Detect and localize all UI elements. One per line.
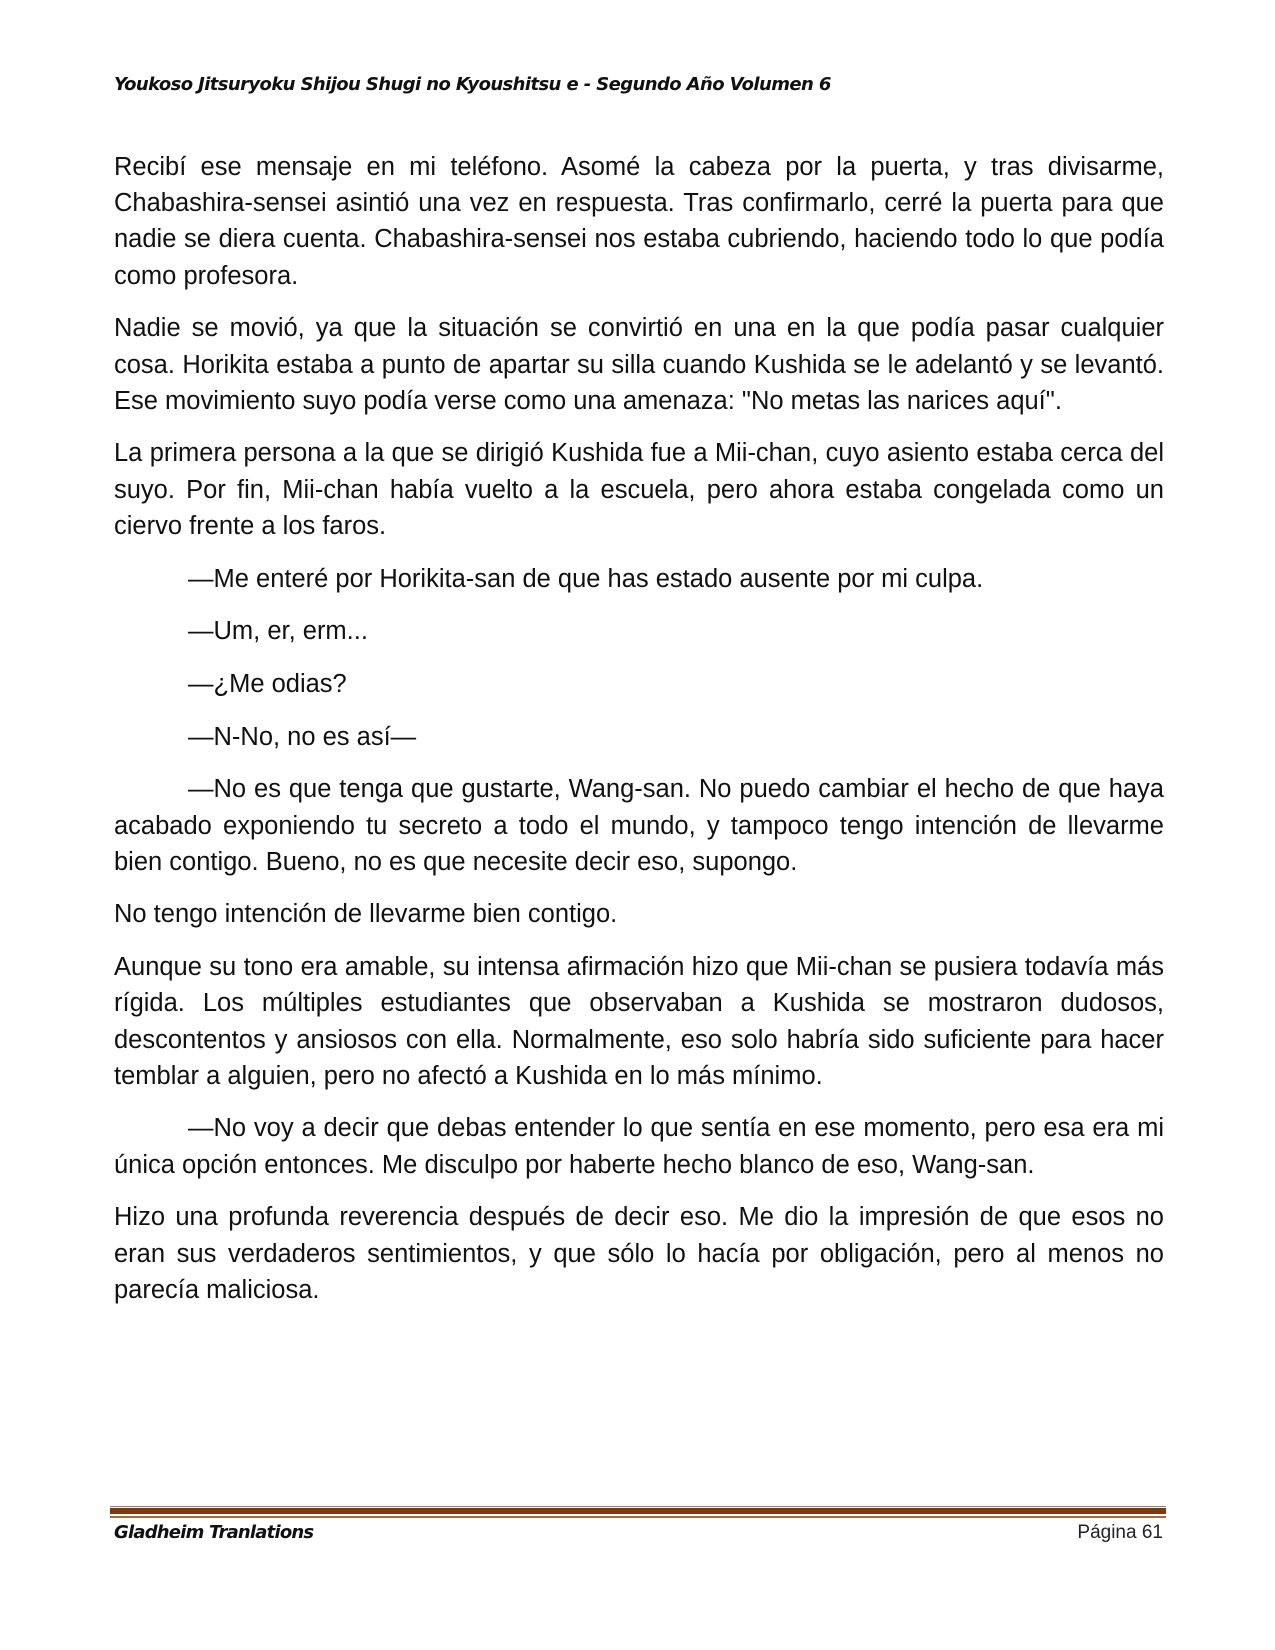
page-number bbox=[1077, 1522, 1163, 1544]
dialogue-line: —¿Me odias? bbox=[188, 669, 347, 698]
paragraph: La primera persona a la que se dirigió Kushida fue a Mii-chan, cuyo asiento estaba cerca del suyo. Por fin, Mii-chan había vuelto a la escuela, pero ahora estaba congelada como un ciervo frente a los faros. bbox=[114, 439, 1164, 540]
paragraph: Hizo una profunda reverencia después de decir eso. Me dio la impresión de que esos no eran sus verdaderos sentimientos, y que sólo lo hacía por obligación, pero al menos no parecía maliciosa. bbox=[114, 1203, 1164, 1304]
dialogue-line: —Me enteré por Horikita-san de que has estado ausente por mi culpa. bbox=[188, 564, 984, 593]
running-header: Youkoso Jitsuryoku Shijou Shugi no Kyoushitsu e - Segundo Año Volumen 6 bbox=[114, 74, 831, 95]
footer-rule-accent bbox=[110, 1516, 1166, 1518]
footer-rule bbox=[110, 1508, 1166, 1514]
dialogue-line: —No es que tenga que gustarte, Wang-san. No puedo cambiar el hecho de que haya acabado exponiendo tu secreto a todo el mundo, y tampoco tengo intención de llevarme bien contigo. Bueno, no es que necesite decir eso, supongo. bbox=[114, 775, 1164, 876]
footer-rule-thin bbox=[110, 1506, 1166, 1507]
page-body bbox=[114, 149, 1164, 1324]
dialogue-line: —No voy a decir que debas entender lo que sentía en ese momento, pero esa era mi única opción entonces. Me disculpo por haberte hecho blanco de eso, Wang-san. bbox=[114, 1114, 1164, 1179]
page-label: Página bbox=[1077, 1522, 1137, 1543]
paragraph: Aunque su tono era amable, su intensa afirmación hizo que Mii-chan se pusiera todavía más rígida. Los múltiples estudiantes que observaban a Kushida se mostraron dudosos, descontentos y ansiosos con ella. Normalmente, eso solo habría sido suficiente para hacer temblar a alguien, pero no afectó a Kushida en lo más mínimo. bbox=[114, 953, 1164, 1090]
paragraph: Recibí ese mensaje en mi teléfono. Asomé la cabeza por la puerta, y tras divisarme, Chabashira-sensei asintió una vez en respuesta. Tras confirmarlo, cerré la puerta para que nadie se diera cuenta. Chabashira-sensei nos estaba cubriendo, haciendo todo lo que podía como profesora. bbox=[114, 153, 1164, 290]
dialogue-line: —N-No, no es así— bbox=[188, 722, 417, 751]
page-number-value: 61 bbox=[1141, 1522, 1163, 1543]
paragraph: No tengo intención de llevarme bien contigo. bbox=[114, 900, 618, 929]
dialogue-line: —Um, er, erm... bbox=[188, 617, 368, 646]
paragraph: Nadie se movió, ya que la situación se convirtió en una en la que podía pasar cualquier cosa. Horikita estaba a punto de apartar su silla cuando Kushida se le adelantó y se levantó. Ese movimiento suyo podía verse como una amenaza: "No metas las narices aquí". bbox=[114, 314, 1164, 415]
footer-credit: Gladheim Tranlations bbox=[114, 1522, 314, 1543]
